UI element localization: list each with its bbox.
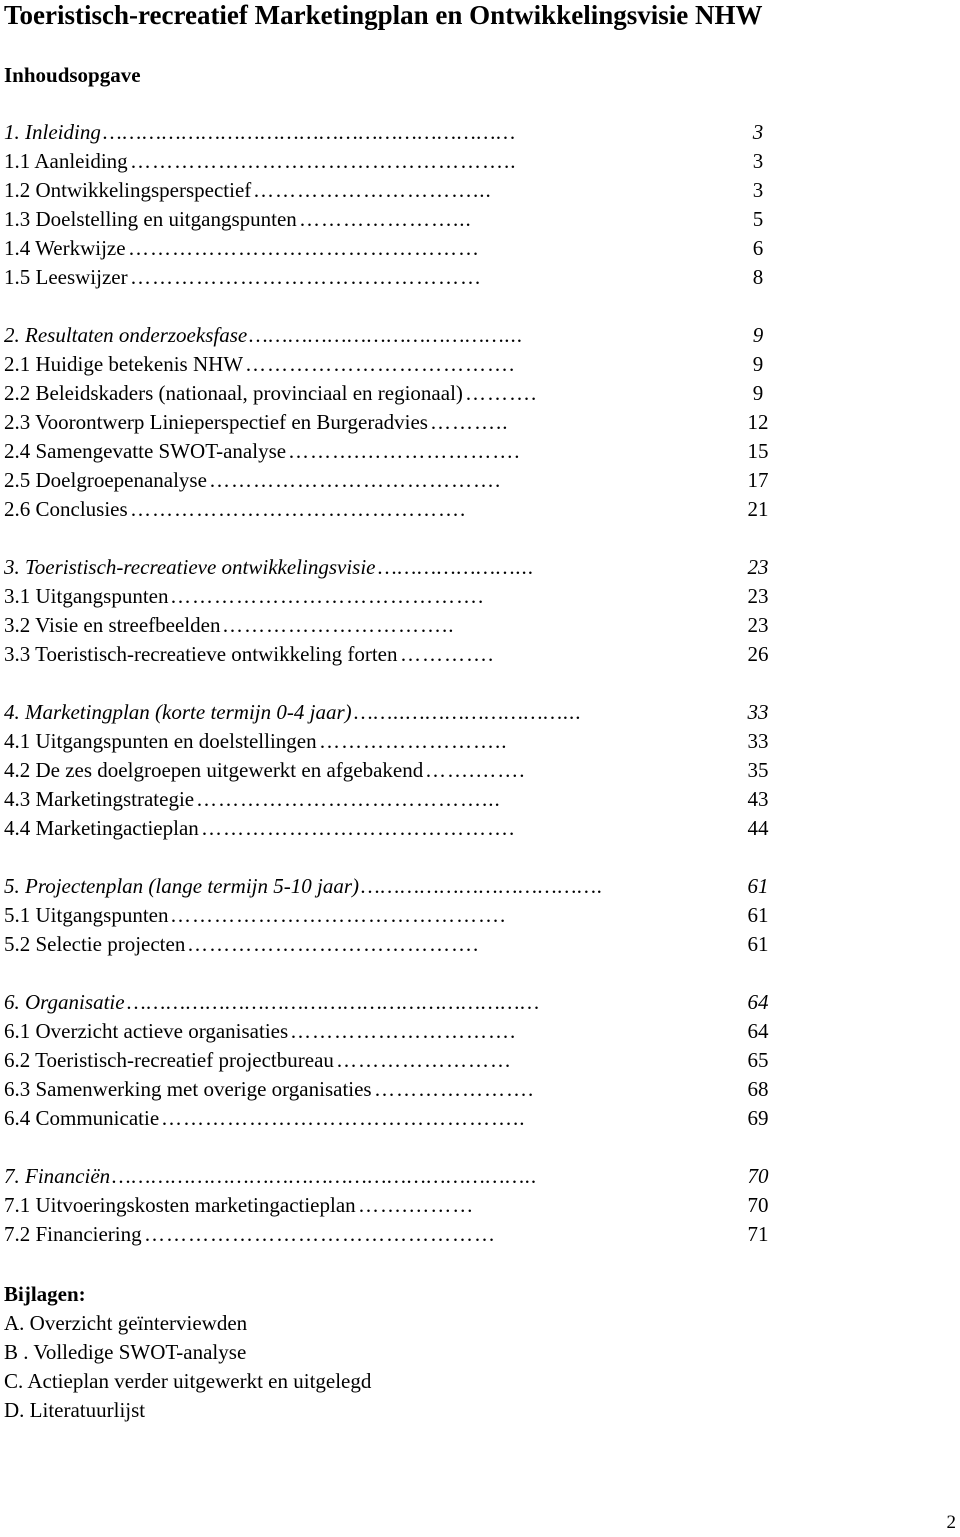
toc-entry-page: 6 bbox=[752, 236, 764, 260]
toc-entry-label: 1.2 Ontwikkelingsperspectief bbox=[4, 178, 252, 202]
toc-entry-leader: ………………………………………….. bbox=[161, 1106, 526, 1130]
toc-entry-page: 69 bbox=[747, 1106, 769, 1130]
toc-entry-page: 12 bbox=[747, 410, 769, 434]
toc-entry-leader: …………………. bbox=[374, 1077, 535, 1101]
toc-entry-label: 2.3 Voorontwerp Linieperspectief en Burgeradvies bbox=[4, 410, 428, 434]
toc-chapter-entry[interactable] bbox=[4, 988, 784, 1017]
toc-entry-label: 7. Financiën bbox=[4, 1164, 111, 1188]
toc-entry-label: 5. Projectenplan (lange termijn 5-10 jaar) bbox=[4, 874, 359, 898]
toc-entry-leader: ……….. bbox=[430, 410, 509, 434]
toc-entry-leader: ……………………………………. bbox=[170, 584, 485, 608]
toc-section-entry[interactable] bbox=[4, 176, 784, 205]
toc-entry-label: 5.2 Selectie projecten bbox=[4, 932, 186, 956]
toc-entry-page: 23 bbox=[747, 555, 769, 579]
toc-entry-leader: …………………………………………….. bbox=[130, 149, 517, 173]
toc-entry-leader: ………………………….. bbox=[222, 613, 455, 637]
toc-entry-leader: ………………………………………… bbox=[128, 236, 480, 260]
toc-chapter-entry[interactable] bbox=[4, 321, 784, 350]
toc-group bbox=[4, 988, 784, 1133]
toc-entry-leader: …………. bbox=[400, 642, 495, 666]
toc-entry-label: 2.2 Beleidskaders (nationaal, provinciaal en regionaal) bbox=[4, 381, 463, 405]
toc-section-entry[interactable] bbox=[4, 1104, 784, 1133]
toc-entry-label: 3. Toeristisch-recreatieve ontwikkelingsvisie bbox=[4, 555, 376, 579]
toc-entry-page: 9 bbox=[752, 381, 764, 405]
toc-entry-page: 61 bbox=[747, 874, 769, 898]
toc-section-entry[interactable] bbox=[4, 1046, 784, 1075]
toc-entry-label: 6.2 Toeristisch-recreatief projectbureau bbox=[4, 1048, 334, 1072]
toc-entry-page: 70 bbox=[747, 1193, 769, 1217]
toc-entry-leader: …………………………………... bbox=[196, 787, 501, 811]
toc-entry-label: 2.4 Samengevatte SWOT-analyse bbox=[4, 439, 287, 463]
toc-section-entry[interactable] bbox=[4, 1017, 784, 1046]
toc-group bbox=[4, 698, 784, 843]
toc-entry-page: 26 bbox=[747, 642, 769, 666]
toc-entry-leader: ……..……………………... bbox=[354, 700, 582, 724]
toc-entry-page: 61 bbox=[747, 903, 769, 927]
toc-entry-page: 61 bbox=[747, 932, 769, 956]
toc-entry-leader: …………………………………... bbox=[249, 323, 524, 347]
toc-section-entry[interactable] bbox=[4, 263, 784, 292]
toc-entry-leader: …….……… bbox=[358, 1193, 475, 1217]
appendix-item[interactable]: C. Actieplan verder uitgewerkt en uitgelegd bbox=[4, 1369, 372, 1393]
toc-section-entry[interactable] bbox=[4, 901, 784, 930]
toc-entry-page: 44 bbox=[747, 816, 769, 840]
toc-entry-leader: ……………………………………………………… bbox=[127, 990, 541, 1014]
toc-chapter-entry[interactable] bbox=[4, 553, 784, 582]
toc-entry-label: 6.1 Overzicht actieve organisaties bbox=[4, 1019, 289, 1043]
toc-section-entry[interactable] bbox=[4, 234, 784, 263]
toc-section-entry[interactable] bbox=[4, 495, 784, 524]
toc-entry-label: 4.2 De zes doelgroepen uitgewerkt en afgebakend bbox=[4, 758, 424, 782]
toc-chapter-entry[interactable] bbox=[4, 1162, 784, 1191]
toc-entry-label: 1.4 Werkwijze bbox=[4, 236, 126, 260]
toc-entry-label: 2.5 Doelgroepenanalyse bbox=[4, 468, 207, 492]
toc-entry-label: 7.2 Financiering bbox=[4, 1222, 142, 1246]
toc-entry-page: 23 bbox=[747, 584, 769, 608]
toc-group bbox=[4, 1162, 784, 1249]
toc-entry-page: 9 bbox=[752, 352, 764, 376]
toc-entry-label: 3.3 Toeristisch-recreatieve ontwikkeling forten bbox=[4, 642, 398, 666]
toc-group bbox=[4, 553, 784, 669]
toc-group bbox=[4, 321, 784, 524]
toc-entry-page: 3 bbox=[752, 149, 764, 173]
appendix-item[interactable]: A. Overzicht geïnterviewden bbox=[4, 1311, 248, 1335]
toc-entry-label: 6.4 Communicatie bbox=[4, 1106, 160, 1130]
toc-entry-leader: …………………………... bbox=[253, 178, 492, 202]
toc-section-entry[interactable] bbox=[4, 814, 784, 843]
toc-entry-page: 33 bbox=[747, 700, 769, 724]
toc-section-entry[interactable] bbox=[4, 379, 784, 408]
page-number: 2 bbox=[946, 1512, 956, 1533]
toc-entry-label: 6.3 Samenwerking met overige organisaties bbox=[4, 1077, 372, 1101]
toc-section-entry[interactable] bbox=[4, 582, 784, 611]
toc-entry-label: 1.1 Aanleiding bbox=[4, 149, 128, 173]
toc-entry-leader: ……………………………………………………… bbox=[103, 120, 517, 144]
toc-entry-leader: …………………………. bbox=[290, 1019, 517, 1043]
toc-entry-leader: …………………… bbox=[336, 1048, 512, 1072]
toc-entry-leader: ……………………………………………………….. bbox=[112, 1164, 538, 1188]
toc-section-entry[interactable] bbox=[4, 350, 784, 379]
toc-entry-leader: …….……. bbox=[425, 758, 526, 782]
toc-entry-label: 4.4 Marketingactieplan bbox=[4, 816, 199, 840]
toc-entry-label: 5.1 Uitgangspunten bbox=[4, 903, 169, 927]
toc-entry-page: 3 bbox=[752, 120, 764, 144]
toc-entry-label: 7.1 Uitvoeringskosten marketingactieplan bbox=[4, 1193, 356, 1217]
toc-group bbox=[4, 118, 784, 292]
toc-section-entry[interactable] bbox=[4, 1075, 784, 1104]
toc-entry-page: 9 bbox=[752, 323, 764, 347]
toc-entry-page: 43 bbox=[747, 787, 769, 811]
toc-entry-leader: ………………………………. bbox=[245, 352, 516, 376]
toc-entry-leader: ……………………………………. bbox=[201, 816, 516, 840]
toc-entry-page: 8 bbox=[752, 265, 764, 289]
toc-entry-leader: …………………….. bbox=[319, 729, 508, 753]
toc-entry-leader: ………………………………. bbox=[361, 874, 604, 898]
toc-entry-page: 68 bbox=[747, 1077, 769, 1101]
toc-entry-page: 64 bbox=[747, 1019, 769, 1043]
toc-section-entry[interactable] bbox=[4, 756, 784, 785]
toc-entry-leader: ………………………………………. bbox=[130, 497, 467, 521]
toc-section-entry[interactable] bbox=[4, 611, 784, 640]
toc-entry-page: 15 bbox=[747, 439, 769, 463]
toc-entry-label: 2.1 Huidige betekenis NHW bbox=[4, 352, 244, 376]
toc-section-entry[interactable] bbox=[4, 1191, 784, 1220]
toc-entry-leader: …………………………………. bbox=[187, 932, 480, 956]
toc-entry-label: 3.1 Uitgangspunten bbox=[4, 584, 169, 608]
toc-section-entry[interactable] bbox=[4, 640, 784, 669]
toc-entry-label: 1. Inleiding bbox=[4, 120, 101, 144]
toc-entry-leader: ………………………………………… bbox=[130, 265, 482, 289]
toc-entry-label: 1.3 Doelstelling en uitgangspunten bbox=[4, 207, 297, 231]
toc-entry-page: 35 bbox=[747, 758, 769, 782]
toc-entry-page: 65 bbox=[747, 1048, 769, 1072]
toc-entry-leader: ………………………………………. bbox=[170, 903, 507, 927]
toc-entry-leader: ………………………………………… bbox=[144, 1222, 496, 1246]
toc-entry-label: 4. Marketingplan (korte termijn 0-4 jaar) bbox=[4, 700, 352, 724]
toc-section-entry[interactable] bbox=[4, 147, 784, 176]
document-title: Toeristisch-recreatief Marketingplan en Ontwikkelingsvisie NHW bbox=[4, 0, 763, 30]
table-of-contents bbox=[4, 118, 784, 1278]
toc-section-entry[interactable] bbox=[4, 408, 784, 437]
appendix-list bbox=[4, 1309, 371, 1425]
toc-entry-label: 2. Resultaten onderzoeksfase bbox=[4, 323, 248, 347]
toc-entry-label: 4.3 Marketingstrategie bbox=[4, 787, 195, 811]
toc-section-entry[interactable] bbox=[4, 437, 784, 466]
toc-entry-page: 17 bbox=[747, 468, 769, 492]
toc-chapter-entry[interactable] bbox=[4, 698, 784, 727]
toc-entry-leader: …………………... bbox=[378, 555, 535, 579]
toc-entry-leader: ………. bbox=[465, 381, 538, 405]
toc-entry-leader: …………………... bbox=[299, 207, 472, 231]
toc-section-entry[interactable] bbox=[4, 930, 784, 959]
toc-entry-label: 6. Organisatie bbox=[4, 990, 125, 1014]
toc-chapter-entry[interactable] bbox=[4, 118, 784, 147]
toc-section-entry[interactable] bbox=[4, 1220, 784, 1249]
appendix-item[interactable]: D. Literatuurlijst bbox=[4, 1398, 146, 1422]
toc-chapter-entry[interactable] bbox=[4, 872, 784, 901]
appendix-item[interactable]: B . Volledige SWOT-analyse bbox=[4, 1340, 247, 1364]
toc-entry-label: 1.5 Leeswijzer bbox=[4, 265, 128, 289]
toc-entry-label: 2.6 Conclusies bbox=[4, 497, 128, 521]
toc-group bbox=[4, 872, 784, 959]
toc-entry-leader: ……….…………………. bbox=[288, 439, 521, 463]
toc-entry-label: 4.1 Uitgangspunten en doelstellingen bbox=[4, 729, 317, 753]
toc-entry-page: 23 bbox=[747, 613, 769, 637]
toc-entry-page: 64 bbox=[747, 990, 769, 1014]
toc-section-entry[interactable] bbox=[4, 727, 784, 756]
toc-heading: Inhoudsopgave bbox=[4, 63, 141, 87]
toc-section-entry[interactable] bbox=[4, 785, 784, 814]
toc-entry-page: 21 bbox=[747, 497, 769, 521]
toc-entry-page: 70 bbox=[747, 1164, 769, 1188]
toc-entry-page: 71 bbox=[747, 1222, 769, 1246]
toc-entry-page: 5 bbox=[752, 207, 764, 231]
toc-section-entry[interactable] bbox=[4, 205, 784, 234]
toc-entry-page: 33 bbox=[747, 729, 769, 753]
appendix-heading: Bijlagen: bbox=[4, 1282, 86, 1306]
toc-entry-leader: …………………………………. bbox=[209, 468, 502, 492]
toc-section-entry[interactable] bbox=[4, 466, 784, 495]
toc-entry-label: 3.2 Visie en streefbeelden bbox=[4, 613, 221, 637]
toc-entry-page: 3 bbox=[752, 178, 764, 202]
